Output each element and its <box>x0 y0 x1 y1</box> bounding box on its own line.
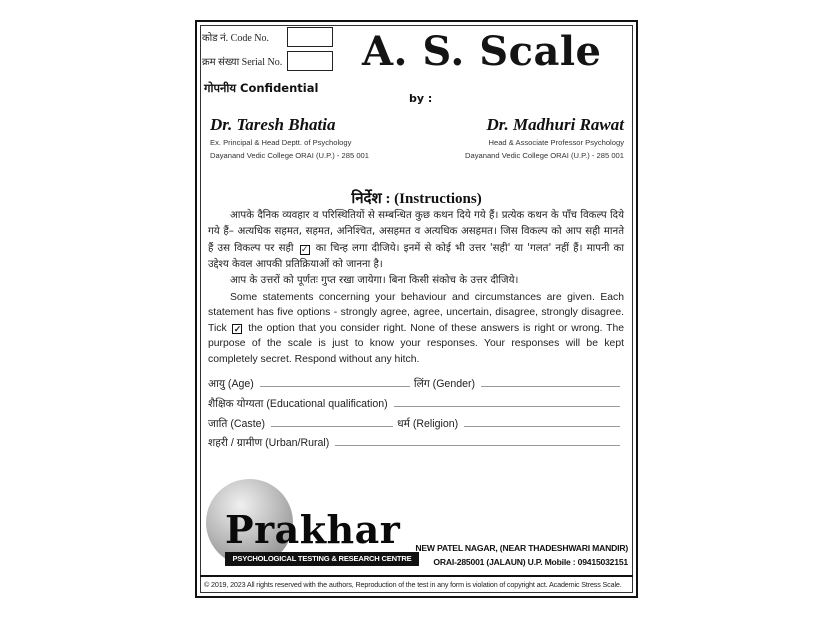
english-text-part1: Some statements concerning your behaviour and circumstances are given. Each statement has five options - strongly agree, agree, uncertain, disagree, strongly disagree. Tick <box>208 292 624 334</box>
publisher-logo-text: Prakhar <box>225 507 401 552</box>
caste-religion-row <box>208 417 624 431</box>
publisher-tagline: PSYCHOLOGICAL TESTING & RESEARCH CENTRE <box>225 552 419 566</box>
author-2-college: Dayanand Vedic College ORAI (U.P.) - 285 001 <box>465 151 624 160</box>
education-label: शैक्षिक योग्यता (Educational qualification) <box>208 398 388 410</box>
religion-input-line[interactable] <box>464 425 620 427</box>
confidential-label: गोपनीय Confidential <box>204 81 319 95</box>
religion-label: धर्म (Religion) <box>397 418 459 430</box>
hindi-text-part2: का चिन्ह लगा दीजिये। इनमें से कोई भी उत्तर 'सही' या 'गलत' नहीं हैं। मापनी का उद्देश्य केवल आपकी प्रतिक्रियाओं को जानना है। <box>208 242 624 270</box>
age-input-line[interactable] <box>260 385 410 387</box>
serial-no-label: क्रम संख्या Serial No. <box>202 57 283 68</box>
scale-title: A. S. Scale <box>362 28 602 75</box>
english-text-part2: the option that you consider right. None of these answers is right or wrong. The purpose of the scale is just to know your responses. Your responses will be kept completely secret. Respond without any hitch. <box>208 322 625 365</box>
publisher-address-line1: NEW PATEL NAGAR, (NEAR THADESHWARI MANDIR) <box>415 543 628 553</box>
education-row <box>208 397 624 411</box>
gender-input-line[interactable] <box>481 385 620 387</box>
author-2-title: Head & Associate Professor Psychology <box>488 138 624 147</box>
hindi-instructions <box>208 208 624 289</box>
author-1-college: Dayanand Vedic College ORAI (U.P.) - 285 001 <box>210 151 369 160</box>
english-instructions <box>208 290 624 367</box>
hindi-text-part3: आप के उत्तरों को पूर्णतः गुप्त रखा जायेगा। बिना किसी संकोच के उत्तर दीजिये। <box>230 275 519 287</box>
code-no-field[interactable] <box>287 27 333 47</box>
hindi-text-part1: आपके दैनिक व्यवहार व परिस्थितियों से सम्बन्धित कुछ कथन दिये गये हैं। प्रत्येक कथन के पाँच विकल्प दिये गये हैं– अत्यधिक सहमत, सहमत, अनिश्चित, असहमत व अत्यधिक असहमत। जिस विकल्प को आप सही मानते हैं उस विकल्प पर सही <box>208 210 624 254</box>
caste-input-line[interactable] <box>271 425 393 427</box>
checkbox-tick-icon: ✓ <box>300 244 309 255</box>
publisher-address-line2: ORAI-285001 (JALAUN) U.P. Mobile : 09415032151 <box>433 557 628 567</box>
age-gender-row <box>208 377 624 391</box>
urban-rural-row <box>208 436 624 450</box>
by-label: by : <box>409 92 433 105</box>
author-1-name: Dr. Taresh Bhatia <box>210 115 336 134</box>
caste-label: जाति (Caste) <box>208 418 266 430</box>
urban-rural-label: शहरी / ग्रामीण (Urban/Rural) <box>208 437 330 449</box>
age-label: आयु (Age) <box>208 378 254 390</box>
footer-divider <box>200 575 633 577</box>
urban-rural-input-line[interactable] <box>335 444 620 446</box>
gender-label: लिंग (Gender) <box>413 378 476 390</box>
serial-no-field[interactable] <box>287 51 333 71</box>
code-no-label: कोड नं. Code No. <box>202 33 270 44</box>
scale-cover-page <box>195 20 638 598</box>
education-input-line[interactable] <box>394 405 620 407</box>
checkbox-tick-icon: ✓ <box>233 323 242 334</box>
author-1-title: Ex. Principal & Head Deptt. of Psychology <box>210 138 352 147</box>
author-2-name: Dr. Madhuri Rawat <box>486 115 624 134</box>
instructions-heading: निर्देश : (Instructions) <box>351 191 482 207</box>
copyright-footer: © 2019, 2023 All rights reserved with the authors, Reproduction of the test in any form is violation of copyright act. Academic Stress Scale. <box>204 580 622 589</box>
